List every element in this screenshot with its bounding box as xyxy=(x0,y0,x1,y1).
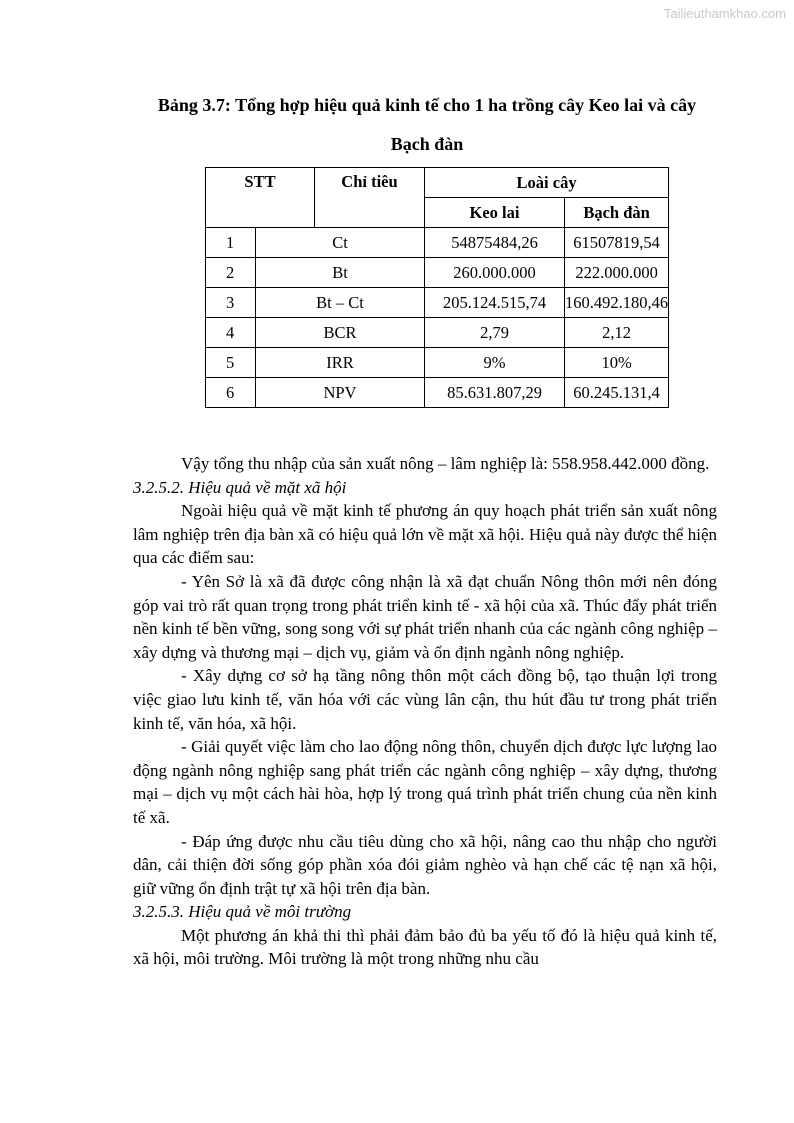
section-heading-environment: 3.2.5.3. Hiệu quả về môi trường xyxy=(133,902,352,922)
paragraph-income: Vậy tổng thu nhập của sản xuất nông – lâm nghiệp là: 558.958.442.000 đồng. xyxy=(181,454,710,473)
watermark: Tailieuthamkhao.com xyxy=(663,6,786,21)
paragraph-bullet-1: - Yên Sở là xã đã được công nhận là xã đạt chuẩn Nông thôn mới nên đóng góp vai trò rất quan trọng trong phát triển kinh tế - xã hội của xã. Thúc đẩy phát triển nền kinh tế bền vững, song song với sự phát triển nhanh của các ngành công nghiệp – xây dựng và thương mại – dịch vụ, giảm và ổn định ngành nông nghiệp. xyxy=(133,571,717,662)
paragraph-bullet-2: - Xây dựng cơ sở hạ tầng nông thôn một cách đồng bộ, tạo thuận lợi trong việc giao lưu kinh tế, văn hóa với các vùng lân cận, thu hút đầu tư trong phát triển kinh tế, văn hóa, xã hội. xyxy=(133,666,717,733)
table-row xyxy=(206,258,669,288)
cell-chi-tieu: Ct xyxy=(256,228,425,258)
header-chi-tieu: Chỉ tiêu xyxy=(315,168,425,228)
cell-stt: 3 xyxy=(206,288,256,318)
cell-stt: 4 xyxy=(206,318,256,348)
efficiency-table xyxy=(205,167,669,408)
cell-bach-dan: 61507819,54 xyxy=(565,228,669,258)
cell-chi-tieu: Bt xyxy=(256,258,425,288)
paragraph-environment: Một phương án khả thi thì phải đảm bảo đủ ba yếu tố đó là hiệu quả kinh tế, xã hội, môi trường. Môi trường là một trong những nhu cầu xyxy=(133,925,717,969)
cell-stt: 5 xyxy=(206,348,256,378)
cell-chi-tieu: IRR xyxy=(256,348,425,378)
table-row xyxy=(206,228,669,258)
cell-bach-dan: 10% xyxy=(565,348,669,378)
cell-bach-dan: 60.245.131,4 xyxy=(565,378,669,408)
cell-chi-tieu: BCR xyxy=(256,318,425,348)
cell-keo-lai: 85.631.807,29 xyxy=(425,378,565,408)
paragraph-bullet-3: - Giải quyết việc làm cho lao động nông thôn, chuyển dịch được lực lượng lao động ngành nông nghiệp sang phát triển các ngành công nghiệp – xây dựng, thương mại – dịch vụ một cách hài hòa, hợp lý trong quá trình phát triển chung của nền kinh tế xã. xyxy=(133,737,717,827)
header-stt: STT xyxy=(206,168,315,228)
cell-keo-lai: 260.000.000 xyxy=(425,258,565,288)
paragraph-bullet-4: - Đáp ứng được nhu cầu tiêu dùng cho xã hội, nâng cao thu nhập cho người dân, cải thiện đời sống góp phần xóa đói giảm nghèo và hạn chế các tệ nạn xã hội, giữ vững ổn định trật tự xã hội trên địa bàn. xyxy=(133,831,717,898)
cell-keo-lai: 205.124.515,74 xyxy=(425,288,565,318)
table-row xyxy=(206,318,669,348)
cell-keo-lai: 2,79 xyxy=(425,318,565,348)
section-heading-social: 3.2.5.2. Hiệu quả về mặt xã hội xyxy=(133,477,347,497)
table-header-row xyxy=(206,168,669,198)
header-keo-lai: Keo lai xyxy=(425,198,565,228)
cell-keo-lai: 54875484,26 xyxy=(425,228,565,258)
paragraph-social-intro: Ngoài hiệu quả về mặt kinh tế phương án quy hoạch phát triển sản xuất nông lâm nghiệp trên địa bàn xã có hiệu quả lớn về mặt xã hội. Hiệu quả này được thể hiện qua các điểm sau: xyxy=(133,501,717,568)
cell-bach-dan: 160.492.180,46 xyxy=(565,288,669,318)
cell-chi-tieu: Bt – Ct xyxy=(256,288,425,318)
header-loai-cay: Loài cây xyxy=(425,168,669,198)
cell-bach-dan: 222.000.000 xyxy=(565,258,669,288)
table-row xyxy=(206,378,669,408)
table-title-line2: Bạch đàn xyxy=(390,134,464,154)
table-row xyxy=(206,288,669,318)
cell-stt: 1 xyxy=(206,228,256,258)
cell-stt: 6 xyxy=(206,378,256,408)
table-row xyxy=(206,348,669,378)
table-title-line1: Bảng 3.7: Tổng hợp hiệu quả kinh tế cho 1 ha trồng cây Keo lai và cây xyxy=(157,95,697,115)
cell-bach-dan: 2,12 xyxy=(565,318,669,348)
cell-stt: 2 xyxy=(206,258,256,288)
cell-keo-lai: 9% xyxy=(425,348,565,378)
body-text xyxy=(133,452,717,971)
header-bach-dan: Bạch đàn xyxy=(565,198,669,228)
cell-chi-tieu: NPV xyxy=(256,378,425,408)
